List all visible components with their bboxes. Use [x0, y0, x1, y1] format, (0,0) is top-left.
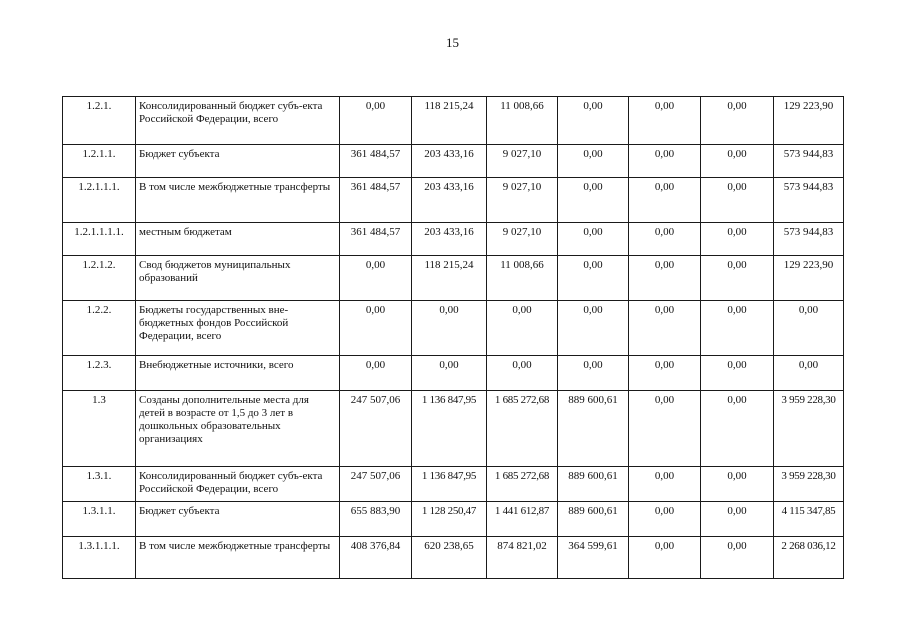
page-number: 15 [446, 35, 459, 50]
table-row [63, 467, 844, 502]
row-value-3: 1 685 272,68 [487, 467, 558, 502]
row-value-4: 889 600,61 [558, 467, 629, 502]
row-value-1: 247 507,06 [340, 467, 412, 502]
row-name: местным бюджетам [136, 223, 340, 256]
row-value-7: 573 944,83 [774, 223, 844, 256]
table-row [63, 301, 844, 356]
row-value-7: 2 268 036,12 [774, 537, 844, 579]
budget-table-body [63, 97, 844, 579]
row-value-6: 0,00 [701, 256, 774, 301]
row-value-4: 0,00 [558, 97, 629, 145]
row-value-3: 1 441 612,87 [487, 502, 558, 537]
row-code: 1.2.1.1. [63, 145, 136, 178]
budget-table [62, 96, 844, 579]
row-code: 1.3.1.1.1. [63, 537, 136, 579]
row-value-6: 0,00 [701, 502, 774, 537]
table-row [63, 97, 844, 145]
row-value-6: 0,00 [701, 356, 774, 391]
table-row [63, 178, 844, 223]
row-code: 1.2.1.1.1. [63, 178, 136, 223]
row-value-7: 573 944,83 [774, 178, 844, 223]
row-name: Бюджет субъекта [136, 145, 340, 178]
row-value-1: 361 484,57 [340, 145, 412, 178]
row-value-6: 0,00 [701, 301, 774, 356]
row-code: 1.3.1. [63, 467, 136, 502]
row-value-7: 3 959 228,30 [774, 467, 844, 502]
row-value-6: 0,00 [701, 537, 774, 579]
row-value-3: 9 027,10 [487, 145, 558, 178]
row-name: Бюджеты государственных вне-бюджетных фондов Российской Федерации, всего [136, 301, 340, 356]
row-value-5: 0,00 [629, 356, 701, 391]
row-value-1: 0,00 [340, 256, 412, 301]
row-value-7: 3 959 228,30 [774, 391, 844, 467]
row-value-5: 0,00 [629, 145, 701, 178]
row-code: 1.3.1.1. [63, 502, 136, 537]
row-value-2: 203 433,16 [412, 223, 487, 256]
row-value-3: 11 008,66 [487, 256, 558, 301]
row-code: 1.2.1.2. [63, 256, 136, 301]
table-row [63, 356, 844, 391]
row-value-7: 129 223,90 [774, 97, 844, 145]
row-value-6: 0,00 [701, 178, 774, 223]
row-code: 1.2.2. [63, 301, 136, 356]
row-value-2: 620 238,65 [412, 537, 487, 579]
row-value-1: 361 484,57 [340, 178, 412, 223]
row-value-6: 0,00 [701, 467, 774, 502]
row-value-1: 0,00 [340, 301, 412, 356]
table-row [63, 256, 844, 301]
row-value-4: 889 600,61 [558, 391, 629, 467]
row-code: 1.3 [63, 391, 136, 467]
row-value-3: 9 027,10 [487, 223, 558, 256]
row-value-2: 203 433,16 [412, 178, 487, 223]
table-row [63, 502, 844, 537]
row-value-6: 0,00 [701, 97, 774, 145]
row-value-1: 655 883,90 [340, 502, 412, 537]
row-value-1: 408 376,84 [340, 537, 412, 579]
row-value-1: 0,00 [340, 356, 412, 391]
row-value-2: 1 128 250,47 [412, 502, 487, 537]
row-name: В том числе межбюджетные трансферты [136, 178, 340, 223]
row-code: 1.2.3. [63, 356, 136, 391]
row-value-2: 118 215,24 [412, 97, 487, 145]
row-value-4: 889 600,61 [558, 502, 629, 537]
row-value-1: 0,00 [340, 97, 412, 145]
row-value-4: 0,00 [558, 178, 629, 223]
row-value-5: 0,00 [629, 97, 701, 145]
row-value-7: 0,00 [774, 356, 844, 391]
row-value-1: 361 484,57 [340, 223, 412, 256]
row-value-3: 11 008,66 [487, 97, 558, 145]
row-name: Свод бюджетов муниципальных образований [136, 256, 340, 301]
row-value-7: 573 944,83 [774, 145, 844, 178]
table-row [63, 391, 844, 467]
row-value-5: 0,00 [629, 256, 701, 301]
row-value-5: 0,00 [629, 502, 701, 537]
row-value-2: 1 136 847,95 [412, 467, 487, 502]
row-value-3: 0,00 [487, 356, 558, 391]
row-code: 1.2.1.1.1.1. [63, 223, 136, 256]
row-value-4: 0,00 [558, 356, 629, 391]
row-value-4: 0,00 [558, 223, 629, 256]
row-value-2: 203 433,16 [412, 145, 487, 178]
row-value-5: 0,00 [629, 391, 701, 467]
row-value-4: 0,00 [558, 256, 629, 301]
row-name: Внебюджетные источники, всего [136, 356, 340, 391]
row-value-7: 0,00 [774, 301, 844, 356]
row-value-1: 247 507,06 [340, 391, 412, 467]
row-value-5: 0,00 [629, 178, 701, 223]
row-name: Бюджет субъекта [136, 502, 340, 537]
row-name: Созданы дополнительные места для детей в возрасте от 1,5 до 3 лет в дошкольных образовательных организациях [136, 391, 340, 467]
row-value-7: 4 115 347,85 [774, 502, 844, 537]
row-value-2: 1 136 847,95 [412, 391, 487, 467]
row-value-5: 0,00 [629, 537, 701, 579]
row-value-2: 0,00 [412, 301, 487, 356]
row-value-5: 0,00 [629, 301, 701, 356]
row-value-5: 0,00 [629, 467, 701, 502]
row-value-4: 0,00 [558, 301, 629, 356]
row-value-7: 129 223,90 [774, 256, 844, 301]
row-value-4: 364 599,61 [558, 537, 629, 579]
row-name: Консолидированный бюджет субъ-екта Российской Федерации, всего [136, 97, 340, 145]
row-value-2: 118 215,24 [412, 256, 487, 301]
table-row [63, 145, 844, 178]
row-value-2: 0,00 [412, 356, 487, 391]
row-name: Консолидированный бюджет субъ-екта Российской Федерации, всего [136, 467, 340, 502]
row-code: 1.2.1. [63, 97, 136, 145]
row-value-5: 0,00 [629, 223, 701, 256]
row-value-3: 0,00 [487, 301, 558, 356]
row-value-3: 1 685 272,68 [487, 391, 558, 467]
row-value-6: 0,00 [701, 145, 774, 178]
row-value-4: 0,00 [558, 145, 629, 178]
table-row [63, 223, 844, 256]
row-value-3: 9 027,10 [487, 178, 558, 223]
row-value-6: 0,00 [701, 391, 774, 467]
row-value-6: 0,00 [701, 223, 774, 256]
row-value-3: 874 821,02 [487, 537, 558, 579]
row-name: В том числе межбюджетные трансферты [136, 537, 340, 579]
table-row [63, 537, 844, 579]
